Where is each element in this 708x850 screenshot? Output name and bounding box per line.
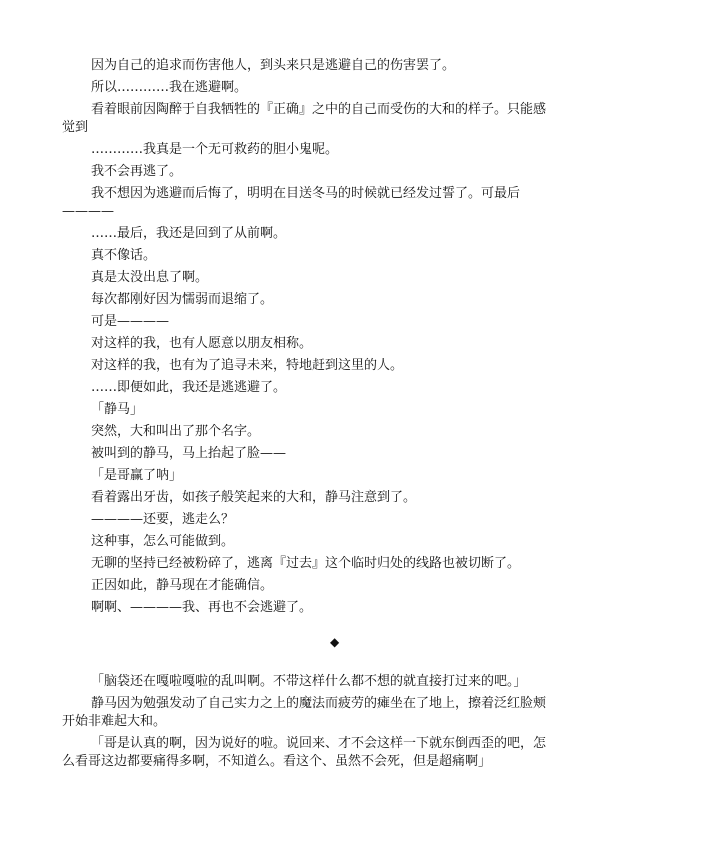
paragraph-line: 真是太没出息了啊。 [91,270,209,285]
paragraph-line: 看着露出牙齿，如孩子般笑起来的大和，静马注意到了。 [91,490,417,505]
paragraph [62,379,574,397]
paragraph-line: 这种事，怎么可能做到。 [91,534,235,549]
paragraph-line: 开始非难起大和。 [62,714,167,729]
paragraph-line: 对这样的我，也有为了追寻未来，特地赶到这里的人。 [91,358,404,373]
paragraph-line: 无聊的坚持已经被粉碎了，逃离『过去』这个临时归处的线路也被切断了。 [91,556,521,571]
paragraph-line: 么看哥这边都要痛得多啊，不知道么。看这个、虽然不会死，但是超痛啊」 [62,754,492,769]
paragraph-line: 「静马」 [91,402,144,417]
paragraph-line: 真不像话。 [91,248,157,263]
paragraph-line: 我不会再逃了。 [91,164,183,179]
paragraph [62,335,574,353]
paragraph-line: 被叫到的静马，马上抬起了脸—— [91,446,287,461]
paragraph [62,291,574,309]
paragraph-line: 看着眼前因陶醉于自我牺牲的『正确』之中的自己而受伤的大和的样子。只能感 [91,102,547,117]
paragraph-line: 我不想因为逃避而后悔了，明明在目送冬马的时候就已经发过誓了。可最后 [91,186,521,201]
paragraph-line: 啊啊、————我、再也不会逃避了。 [91,600,313,615]
paragraph [62,163,574,181]
paragraph-line: …………我真是一个无可救药的胆小鬼呢。 [91,142,339,157]
paragraph [62,185,574,221]
paragraph-line: 「是哥赢了呐」 [91,468,183,483]
paragraph [62,673,574,691]
paragraph [62,489,574,507]
paragraph-line: 觉到 [62,120,89,135]
document-body [62,57,574,775]
paragraph [62,357,574,375]
paragraph [62,401,574,419]
paragraph [62,423,574,441]
paragraph [62,247,574,265]
paragraph [62,599,574,617]
paragraph [62,445,574,463]
paragraph-line: 因为自己的追求而伤害他人，到头来只是逃避自己的伤害罢了。 [91,58,456,73]
paragraph [62,511,574,529]
paragraph [62,79,574,97]
paragraph-line: 每次都刚好因为懦弱而退缩了。 [91,292,274,307]
section-separator: ◆ [330,635,340,649]
paragraph-line: 所以…………我在逃避啊。 [91,80,248,95]
section-1 [62,57,574,617]
paragraph-line: 静马因为勉强发动了自己实力之上的魔法而疲劳的瘫坐在了地上，擦着泛红脸颊 [91,696,547,711]
paragraph-line: 「脑袋还在嘎啦嘎啦的乱叫啊。不带这样什么都不想的就直接打过来的吧。」 [91,674,527,689]
section-2 [62,673,574,771]
paragraph [62,533,574,551]
paragraph [62,141,574,159]
paragraph [62,467,574,485]
paragraph-line: 突然，大和叫出了那个名字。 [91,424,261,439]
paragraph-line: 对这样的我，也有人愿意以朋友相称。 [91,336,313,351]
paragraph [62,555,574,573]
paragraph [62,269,574,287]
paragraph [62,695,574,731]
paragraph-line: ———— [62,204,114,219]
paragraph-line: 正因如此，静马现在才能确信。 [91,578,274,593]
paragraph-line: ……即便如此，我还是逃逃避了。 [91,380,287,395]
paragraph [62,577,574,595]
paragraph [62,735,574,771]
paragraph [62,101,574,137]
paragraph [62,313,574,331]
paragraph [62,57,574,75]
paragraph-line: 可是———— [91,314,170,329]
paragraph [62,225,574,243]
paragraph-line: ……最后，我还是回到了从前啊。 [91,226,287,241]
paragraph-line: ————还要，逃走么？ [91,512,235,527]
paragraph-line: 「哥是认真的啊，因为说好的啦。说回来、才不会这样一下就东倒西歪的吧，怎 [91,736,547,751]
